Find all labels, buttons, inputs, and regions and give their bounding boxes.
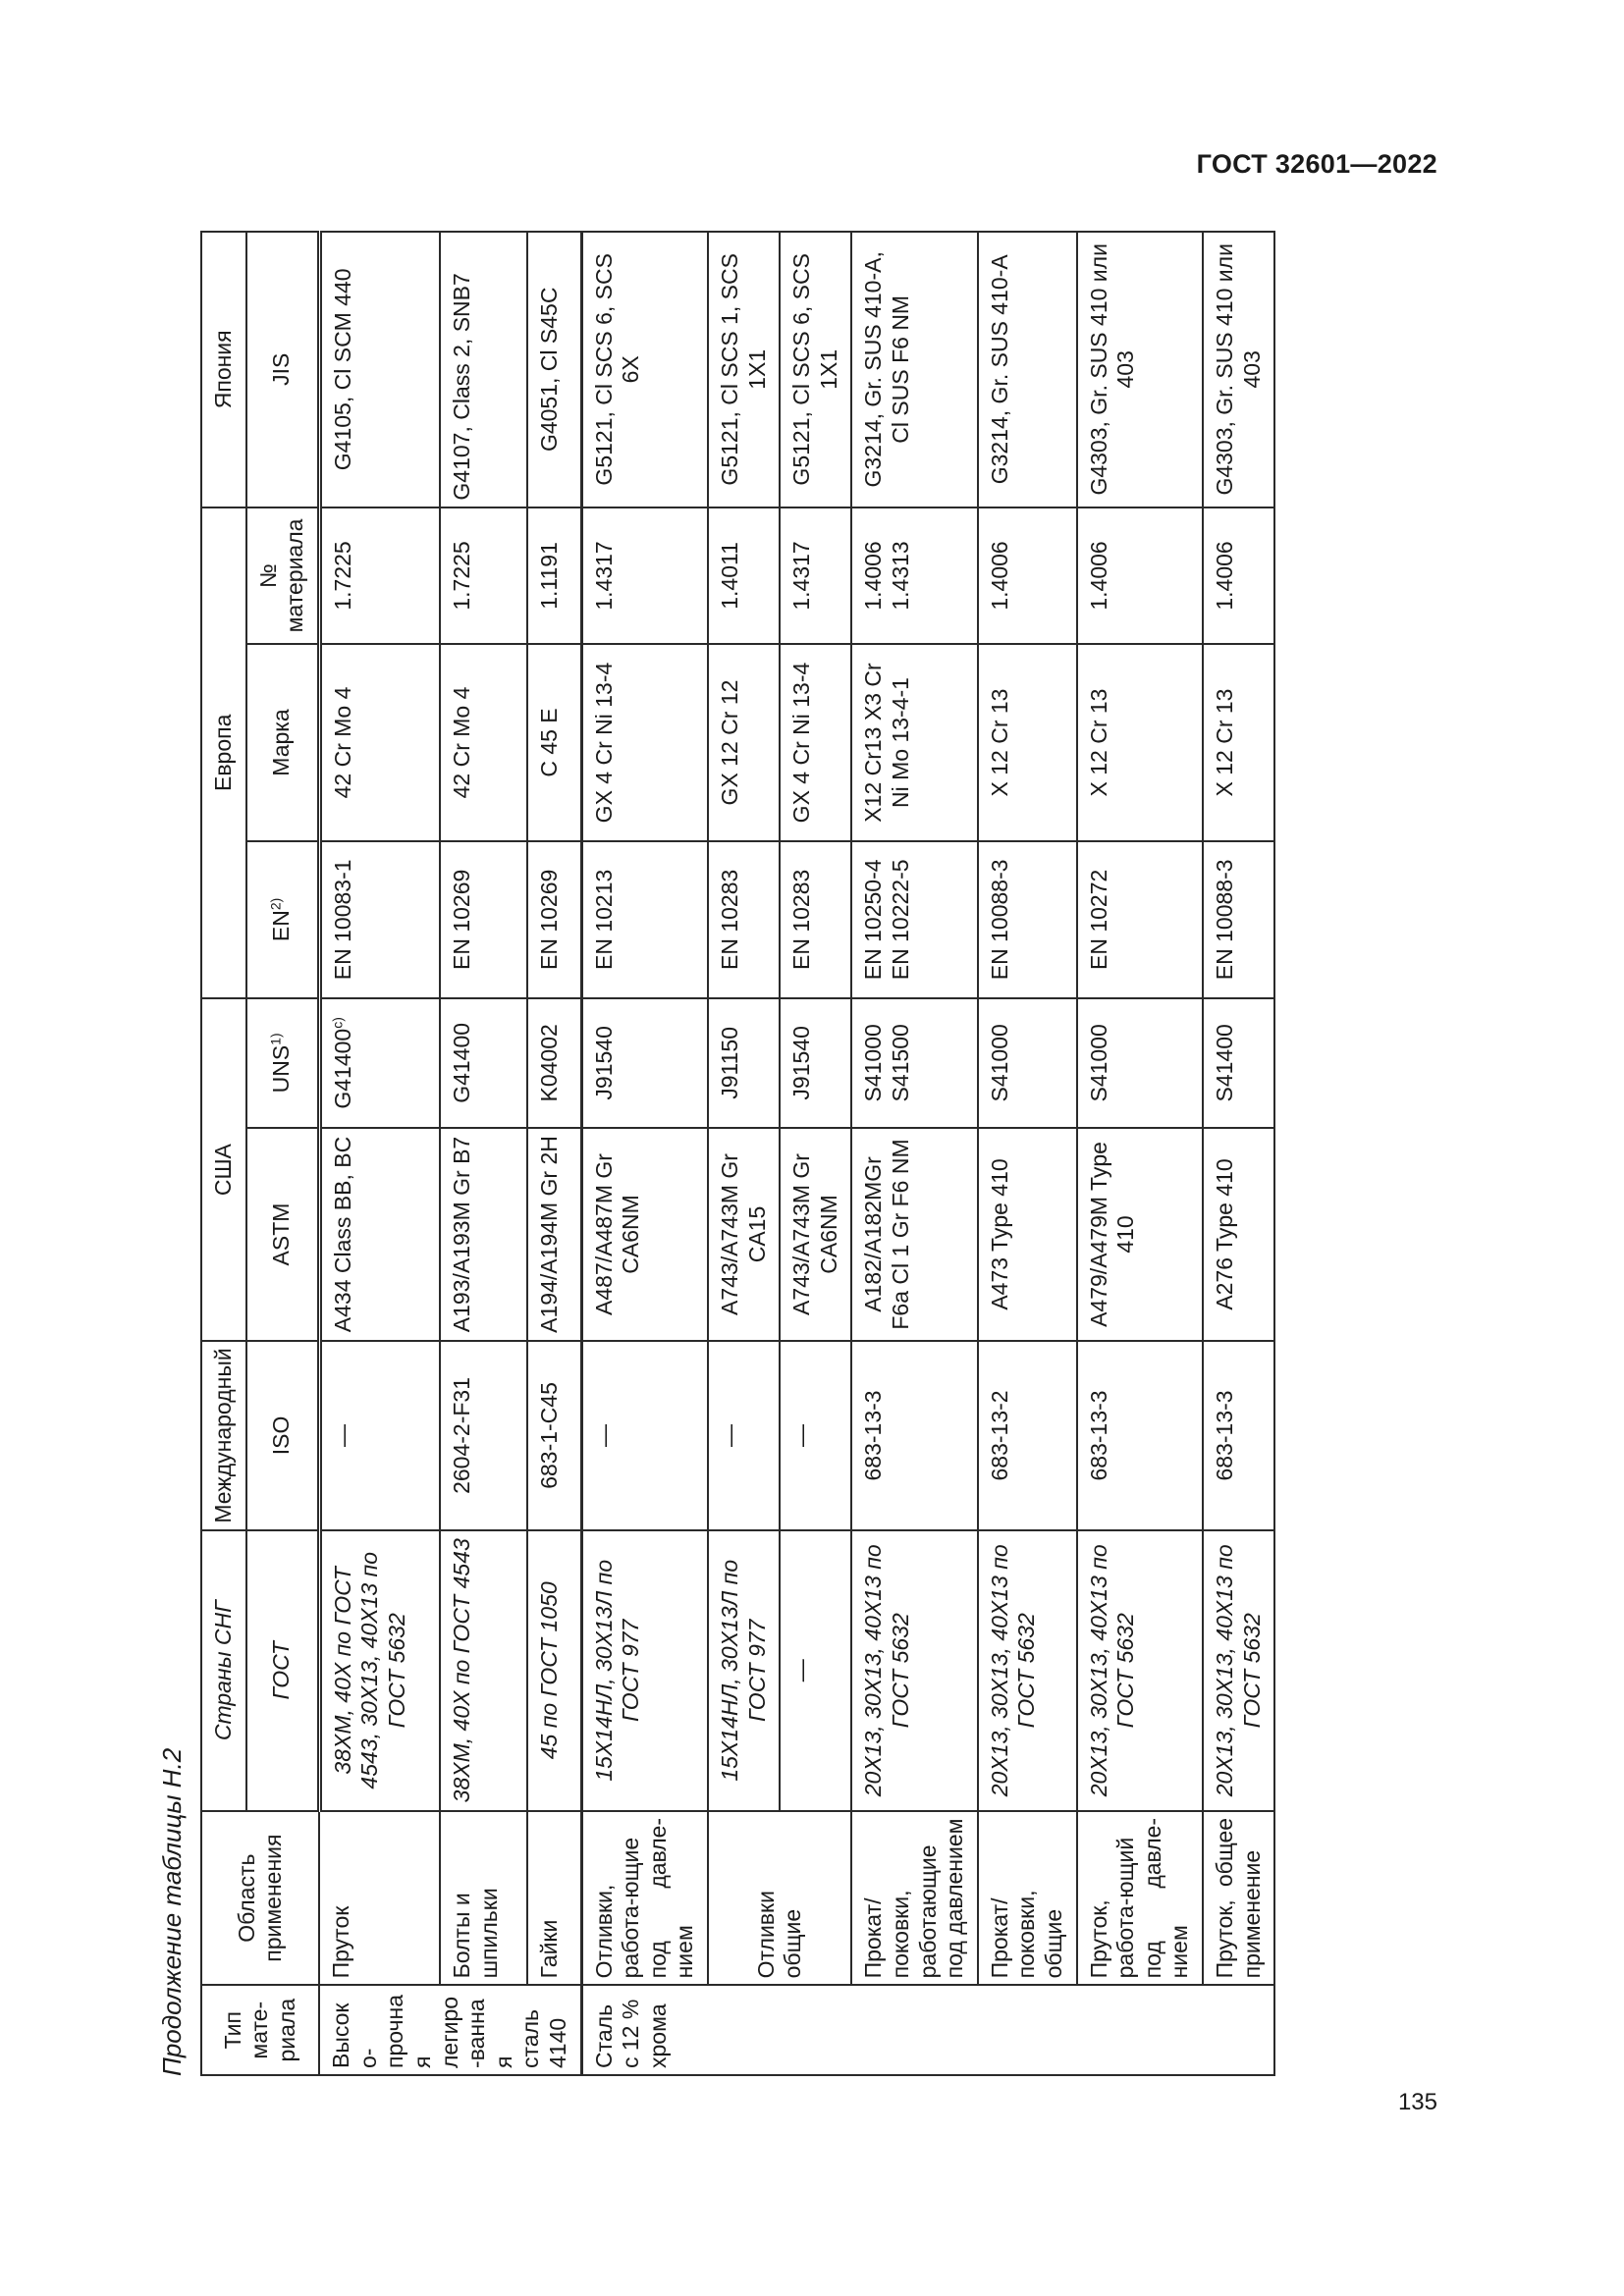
application-cell: Отливки общие bbox=[708, 1811, 851, 1985]
table-row bbox=[851, 232, 977, 2075]
header-astm: ASTM bbox=[246, 1128, 320, 1342]
jis-cell: G5121, Cl SCS 6, SCS 1X1 bbox=[780, 232, 851, 507]
application-cell: Прокат/поковки, общие bbox=[978, 1811, 1077, 1985]
uns-footnote: c) bbox=[329, 1017, 346, 1029]
jis-cell: G3214, Gr. SUS 410-A, Cl SUS F6 NM bbox=[851, 232, 977, 507]
en-cell: EN 10083-1 bbox=[319, 841, 440, 998]
uns-cell: K04002 bbox=[527, 998, 582, 1128]
header-usa-group: США bbox=[201, 998, 246, 1341]
header-grade: Марка bbox=[246, 644, 320, 840]
jis-cell: G5121, Cl SCS 6, SCS 6X bbox=[581, 232, 708, 507]
grade-cell: GX 4 Cr Ni 13-4 bbox=[581, 644, 708, 840]
astm-cell: A193/A193M Gr B7 bbox=[440, 1128, 526, 1342]
table-caption: Продолжение таблицы Н.2 bbox=[157, 1747, 187, 2076]
astm-cell: A487/A487M Gr CA6NM bbox=[581, 1128, 708, 1342]
table-row bbox=[319, 232, 440, 2075]
header-intl-group: Международный bbox=[201, 1341, 246, 1529]
jis-cell: G4107, Class 2, SNB7 bbox=[440, 232, 526, 507]
jis-cell: G4303, Gr. SUS 410 или 403 bbox=[1077, 232, 1203, 507]
grade-cell: C 45 E bbox=[527, 644, 582, 840]
astm-cell: A473 Type 410 bbox=[978, 1128, 1077, 1342]
table-row bbox=[708, 232, 780, 2075]
en-cell: EN 10250-4 EN 10222-5 bbox=[851, 841, 977, 998]
application-cell: Прокат/поковки, работающие под давлением bbox=[851, 1811, 977, 1985]
header-iso: ISO bbox=[246, 1341, 320, 1529]
uns-cell: S41400 bbox=[1203, 998, 1274, 1128]
header-uns-footnote: 1) bbox=[267, 1033, 284, 1045]
en-cell: EN 10283 bbox=[708, 841, 780, 998]
table-row bbox=[780, 232, 851, 2075]
grade-cell: GX 4 Cr Ni 13-4 bbox=[780, 644, 851, 840]
en-cell: EN 10213 bbox=[581, 841, 708, 998]
grade-cell: X12 Cr13 X3 Cr Ni Mo 13-4-1 bbox=[851, 644, 977, 840]
gost-cell: 15Х14НЛ, 30Х13Л по ГОСТ 977 bbox=[708, 1530, 780, 1811]
material-number-cell: 1.4006 bbox=[1077, 507, 1203, 645]
material-type-cell: Сталь с 12 % хрома bbox=[581, 1985, 1274, 2075]
application-cell: Отливки, работа-ющие под давле-нием bbox=[581, 1811, 708, 1985]
astm-cell: A182/A182MGr F6a Cl 1 Gr F6 NM bbox=[851, 1128, 977, 1342]
header-europe-group: Европа bbox=[201, 507, 246, 998]
table-row bbox=[1077, 232, 1203, 2075]
uns-cell: J91540 bbox=[581, 998, 708, 1128]
iso-cell: — bbox=[708, 1341, 780, 1529]
gost-cell: — bbox=[780, 1530, 851, 1811]
iso-cell: 683-1-C45 bbox=[527, 1341, 582, 1529]
astm-cell: A479/A479M Type 410 bbox=[1077, 1128, 1203, 1342]
iso-cell: — bbox=[319, 1341, 440, 1529]
iso-cell: — bbox=[581, 1341, 708, 1529]
grade-cell: 42 Cr Mo 4 bbox=[440, 644, 526, 840]
table-row bbox=[1203, 232, 1274, 2075]
uns-cell: J91540 bbox=[780, 998, 851, 1128]
astm-cell: A743/A743M Gr CA15 bbox=[708, 1128, 780, 1342]
gost-cell: 38ХМ, 40Х по ГОСТ 4543 bbox=[440, 1530, 526, 1811]
application-cell: Болты и шпильки bbox=[440, 1811, 526, 1985]
application-cell: Гайки bbox=[527, 1811, 582, 1985]
header-japan-group: Япония bbox=[201, 232, 246, 507]
astm-cell: A194/A194M Gr 2H bbox=[527, 1128, 582, 1342]
grade-cell: X 12 Cr 13 bbox=[1077, 644, 1203, 840]
jis-cell: G4105, Cl SCM 440 bbox=[319, 232, 440, 507]
table-row bbox=[581, 232, 708, 2075]
header-jis: JIS bbox=[246, 232, 320, 507]
grade-cell: X 12 Cr 13 bbox=[1203, 644, 1274, 840]
header-en-label: EN bbox=[268, 910, 295, 942]
uns-cell: S41000 S41500 bbox=[851, 998, 977, 1128]
en-cell: EN 10272 bbox=[1077, 841, 1203, 998]
material-number-cell: 1.4006 bbox=[1203, 507, 1274, 645]
uns-cell: J91150 bbox=[708, 998, 780, 1128]
header-gost: ГОСТ bbox=[246, 1530, 320, 1811]
astm-cell: A743/A743M Gr CA6NM bbox=[780, 1128, 851, 1342]
en-cell: EN 10088-3 bbox=[978, 841, 1077, 998]
jis-cell: G4303, Gr. SUS 410 или 403 bbox=[1203, 232, 1274, 507]
rotated-table-block bbox=[157, 231, 1434, 2076]
en-cell: EN 10269 bbox=[527, 841, 582, 998]
table-header-row-sub bbox=[246, 232, 320, 2075]
jis-cell: G5121, Cl SCS 1, SCS 1X1 bbox=[708, 232, 780, 507]
material-number-cell: 1.4317 bbox=[581, 507, 708, 645]
header-material-type: Тип мате-риала bbox=[201, 1985, 319, 2075]
document-header: ГОСТ 32601—2022 bbox=[1196, 149, 1437, 179]
application-cell: Пруток, работа-ющий под давле-нием bbox=[1077, 1811, 1203, 1985]
gost-cell: 20Х13, 30Х13, 40Х13 по ГОСТ 5632 bbox=[1203, 1530, 1274, 1811]
application-cell: Пруток bbox=[319, 1811, 440, 1985]
iso-cell: 683-13-2 bbox=[978, 1341, 1077, 1529]
header-en-footnote: 2) bbox=[267, 897, 284, 911]
grade-cell: X 12 Cr 13 bbox=[978, 644, 1077, 840]
material-number-cell: 1.4006 bbox=[978, 507, 1077, 645]
iso-cell: 2604-2-F31 bbox=[440, 1341, 526, 1529]
page-number: 135 bbox=[1397, 2089, 1437, 2115]
material-number-cell: 1.7225 bbox=[319, 507, 440, 645]
en-cell: EN 10269 bbox=[440, 841, 526, 998]
header-material-number: № материала bbox=[246, 507, 320, 645]
astm-cell: A434 Class BB, BC bbox=[319, 1128, 440, 1342]
en-cell: EN 10088-3 bbox=[1203, 841, 1274, 998]
iso-cell: 683-13-3 bbox=[851, 1341, 977, 1529]
gost-cell: 38ХМ, 40Х по ГОСТ 4543, 30Х13, 40Х13 по ГОСТ 5632 bbox=[319, 1530, 440, 1811]
material-number-cell: 1.4317 bbox=[780, 507, 851, 645]
en-cell: EN 10283 bbox=[780, 841, 851, 998]
header-uns-label: UNS bbox=[268, 1044, 295, 1094]
jis-cell: G4051, Cl S45C bbox=[527, 232, 582, 507]
gost-cell: 15Х14НЛ, 30Х13Л по ГОСТ 977 bbox=[581, 1530, 708, 1811]
material-number-cell: 1.4006 1.4313 bbox=[851, 507, 977, 645]
gost-cell: 20Х13, 30Х13, 40Х13 по ГОСТ 5632 bbox=[1077, 1530, 1203, 1811]
gost-cell: 20Х13, 30Х13, 40Х13 по ГОСТ 5632 bbox=[978, 1530, 1077, 1811]
uns-cell: S41000 bbox=[978, 998, 1077, 1128]
material-number-cell: 1.7225 bbox=[440, 507, 526, 645]
table-header-row-groups bbox=[201, 232, 246, 2075]
grade-cell: GX 12 Cr 12 bbox=[708, 644, 780, 840]
uns-value: G41400 bbox=[329, 1028, 355, 1109]
application-cell: Пруток, общее применение bbox=[1203, 1811, 1274, 1985]
material-number-cell: 1.4011 bbox=[708, 507, 780, 645]
gost-cell: 45 по ГОСТ 1050 bbox=[527, 1530, 582, 1811]
table-row bbox=[978, 232, 1077, 2075]
material-number-cell: 1.1191 bbox=[527, 507, 582, 645]
table-row bbox=[440, 232, 526, 2075]
jis-cell: G3214, Gr. SUS 410-A bbox=[978, 232, 1077, 507]
gost-cell: 20Х13, 30Х13, 40Х13 по ГОСТ 5632 bbox=[851, 1530, 977, 1811]
uns-cell: S41000 bbox=[1077, 998, 1203, 1128]
header-en bbox=[246, 841, 320, 998]
astm-cell: A276 Type 410 bbox=[1203, 1128, 1274, 1342]
header-uns bbox=[246, 998, 320, 1128]
iso-cell: 683-13-3 bbox=[1077, 1341, 1203, 1529]
iso-cell: 683-13-3 bbox=[1203, 1341, 1274, 1529]
iso-cell: — bbox=[780, 1341, 851, 1529]
uns-cell: G41400 bbox=[440, 998, 526, 1128]
table-row bbox=[527, 232, 582, 2075]
header-application: Область применения bbox=[201, 1811, 319, 1985]
grade-cell: 42 Cr Mo 4 bbox=[319, 644, 440, 840]
uns-cell bbox=[319, 998, 440, 1128]
materials-table bbox=[200, 231, 1275, 2076]
material-type-cell: Высоко-прочная легиро-ванная сталь 4140 bbox=[319, 1985, 581, 2075]
header-cis-group: Страны СНГ bbox=[201, 1530, 246, 1811]
